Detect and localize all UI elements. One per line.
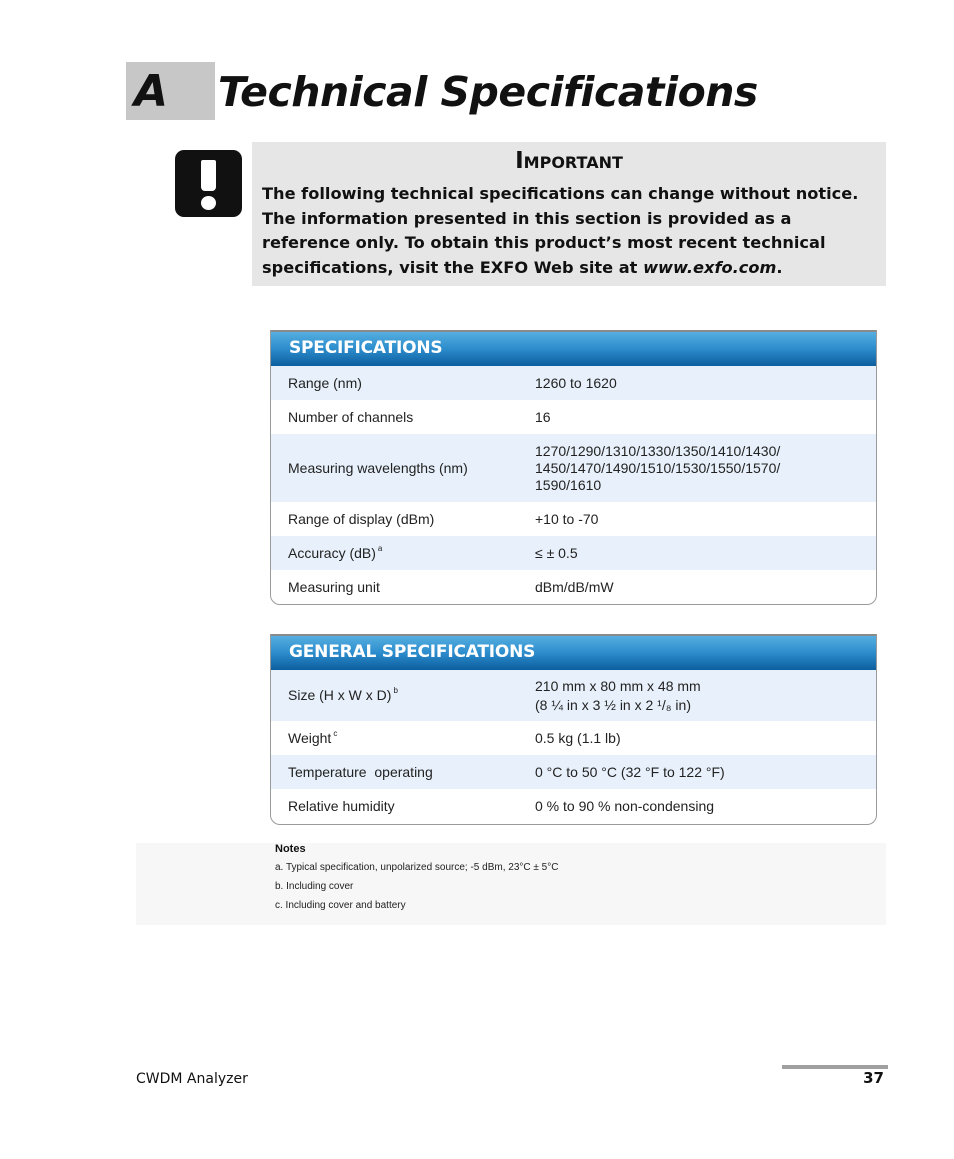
row-label: Range of display (dBm) <box>288 511 435 527</box>
row-value: +10 to -70 <box>535 511 599 527</box>
exfo-website-link[interactable]: www.exfo.com <box>643 257 777 277</box>
general-specifications-table <box>270 634 877 825</box>
important-heading: Important <box>515 148 623 174</box>
important-text-body: The following technical specifications can change without notice. The information presented in this section is provided as a reference only. To obtain this product’s most recent technical specifications, visit the EXFO Web site at <box>262 184 859 277</box>
table-row <box>271 789 876 824</box>
row-value-line: 210 mm x 80 mm x 48 mm <box>535 678 701 694</box>
table-row <box>271 536 876 570</box>
row-label: Temperature operating <box>288 764 433 780</box>
row-value <box>535 443 780 494</box>
specifications-header-label: SPECIFICATIONS <box>289 338 443 358</box>
table-row <box>271 502 876 536</box>
row-label: Relative humidity <box>288 798 395 814</box>
table-row <box>271 366 876 400</box>
important-icon <box>175 150 242 217</box>
footnote-marker: c <box>333 729 338 738</box>
general-specifications-header <box>271 634 876 670</box>
important-text-end: . <box>776 257 783 277</box>
row-label <box>288 687 398 703</box>
table-row <box>271 434 876 502</box>
row-value-line: 1450/1470/1490/1510/1530/1550/1570/ <box>535 460 781 476</box>
row-value-line: 1270/1290/1310/1330/1350/1410/1430/ <box>535 443 781 459</box>
table-row <box>271 400 876 434</box>
note-item: c. Including cover and battery <box>275 900 406 911</box>
row-value: ≤ ± 0.5 <box>535 545 578 561</box>
row-value: 0 % to 90 % non-condensing <box>535 798 715 814</box>
row-value: 1260 to 1620 <box>535 375 617 391</box>
row-label: Measuring wavelengths (nm) <box>288 460 468 476</box>
exclamation-dot <box>201 196 216 210</box>
notes-title: Notes <box>275 843 306 855</box>
important-notice <box>252 142 886 286</box>
row-value: 0 °C to 50 °C (32 °F to 122 °F) <box>535 764 725 780</box>
chapter-title: Technical Specifications <box>218 68 758 116</box>
specifications-header <box>271 330 876 366</box>
row-label-text: Weight <box>288 730 332 746</box>
row-label: Measuring unit <box>288 579 380 595</box>
table-row <box>271 721 876 755</box>
table-row <box>271 670 876 721</box>
general-specifications-header-label: GENERAL SPECIFICATIONS <box>289 642 536 662</box>
footnote-marker: a <box>377 544 383 553</box>
table-row <box>271 755 876 789</box>
specifications-table <box>270 330 877 605</box>
note-item: b. Including cover <box>275 881 354 892</box>
notes-panel <box>136 843 886 925</box>
page-number: 37 <box>863 1069 884 1087</box>
row-label: Range (nm) <box>288 375 362 391</box>
important-text <box>262 182 882 280</box>
row-label-text: Size (H x W x D) <box>288 687 392 703</box>
row-label <box>288 545 382 561</box>
footnote-marker: b <box>393 686 398 695</box>
footer-product-name: CWDM Analyzer <box>136 1071 248 1087</box>
chapter-letter: A <box>134 66 169 117</box>
note-item: a. Typical specification, unpolarized source; -5 dBm, 23°C ± 5°C <box>275 862 559 873</box>
row-value-line: 1590/1610 <box>535 477 602 493</box>
row-value: 0.5 kg (1.1 lb) <box>535 730 621 746</box>
row-label <box>288 730 337 746</box>
exclamation-bar <box>201 160 216 191</box>
row-value: dBm/dB/mW <box>535 579 614 595</box>
row-value: 16 <box>535 409 551 425</box>
row-value <box>535 677 701 715</box>
row-value-line: (8 ¼ in x 3 ½ in x 2 ¹/₈ in) <box>535 697 691 713</box>
row-label: Number of channels <box>288 409 414 425</box>
table-row <box>271 570 876 604</box>
row-label-text: Accuracy (dB) <box>288 545 376 561</box>
